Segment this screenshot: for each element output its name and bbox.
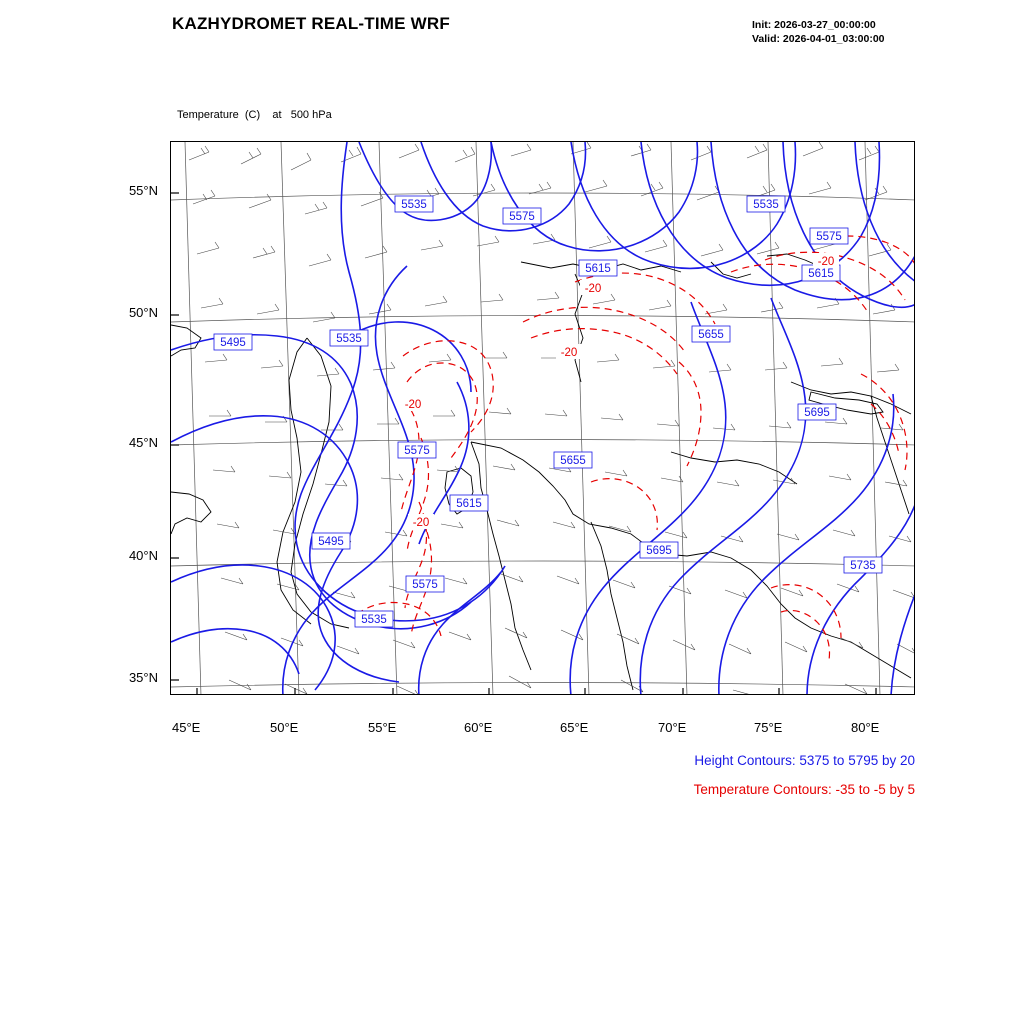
svg-text:5495: 5495 bbox=[318, 536, 344, 548]
map-plot-area bbox=[170, 141, 915, 695]
y-tick-55n: 55°N bbox=[128, 183, 158, 198]
svg-text:-20: -20 bbox=[817, 256, 835, 268]
svg-text:5695: 5695 bbox=[646, 545, 672, 557]
svg-text:-20: -20 bbox=[584, 283, 602, 295]
variable-temperature: Temperature (C) at 500 hPa bbox=[177, 109, 332, 121]
x-tick-50e: 50°E bbox=[270, 720, 299, 735]
svg-text:5655: 5655 bbox=[560, 455, 586, 467]
temperature-contour-labels bbox=[400, 253, 839, 529]
svg-text:5575: 5575 bbox=[816, 231, 842, 243]
svg-text:5655: 5655 bbox=[698, 329, 724, 341]
axis-ticks bbox=[171, 193, 876, 695]
svg-text:5735: 5735 bbox=[850, 560, 876, 572]
svg-text:5535: 5535 bbox=[401, 199, 427, 211]
svg-text:5695: 5695 bbox=[804, 407, 830, 419]
coastlines-and-borders bbox=[171, 254, 911, 690]
svg-text:5495: 5495 bbox=[220, 337, 246, 349]
svg-text:5575: 5575 bbox=[404, 445, 430, 457]
y-tick-40n: 40°N bbox=[128, 548, 158, 563]
legend-height-contours: Height Contours: 5375 to 5795 by 20 bbox=[694, 753, 915, 768]
x-tick-60e: 60°E bbox=[464, 720, 493, 735]
map-svg bbox=[171, 142, 915, 695]
x-tick-65e: 65°E bbox=[560, 720, 589, 735]
page-title: KAZHYDROMET REAL-TIME WRF bbox=[172, 14, 450, 33]
y-tick-45n: 45°N bbox=[128, 435, 158, 450]
x-tick-55e: 55°E bbox=[368, 720, 397, 735]
svg-text:5535: 5535 bbox=[361, 614, 387, 626]
svg-text:5615: 5615 bbox=[456, 498, 482, 510]
svg-text:-20: -20 bbox=[412, 517, 430, 529]
valid-time: Valid: 2026-04-01_03:00:00 bbox=[752, 33, 885, 45]
svg-text:-20: -20 bbox=[560, 347, 578, 359]
svg-text:5535: 5535 bbox=[753, 199, 779, 211]
svg-text:-20: -20 bbox=[404, 399, 422, 411]
svg-text:5575: 5575 bbox=[412, 579, 438, 591]
run-info bbox=[752, 18, 885, 46]
x-tick-45e: 45°E bbox=[172, 720, 201, 735]
svg-text:5615: 5615 bbox=[585, 263, 611, 275]
legend-temperature-contours: Temperature Contours: -35 to -5 by 5 bbox=[693, 782, 915, 797]
init-time: Init: 2026-03-27_00:00:00 bbox=[752, 19, 876, 31]
y-tick-50n: 50°N bbox=[128, 305, 158, 320]
svg-text:5535: 5535 bbox=[336, 333, 362, 345]
svg-text:5575: 5575 bbox=[509, 211, 535, 223]
x-tick-75e: 75°E bbox=[754, 720, 783, 735]
x-tick-70e: 70°E bbox=[658, 720, 687, 735]
svg-text:5615: 5615 bbox=[808, 268, 834, 280]
x-tick-80e: 80°E bbox=[851, 720, 880, 735]
y-tick-35n: 35°N bbox=[128, 670, 158, 685]
